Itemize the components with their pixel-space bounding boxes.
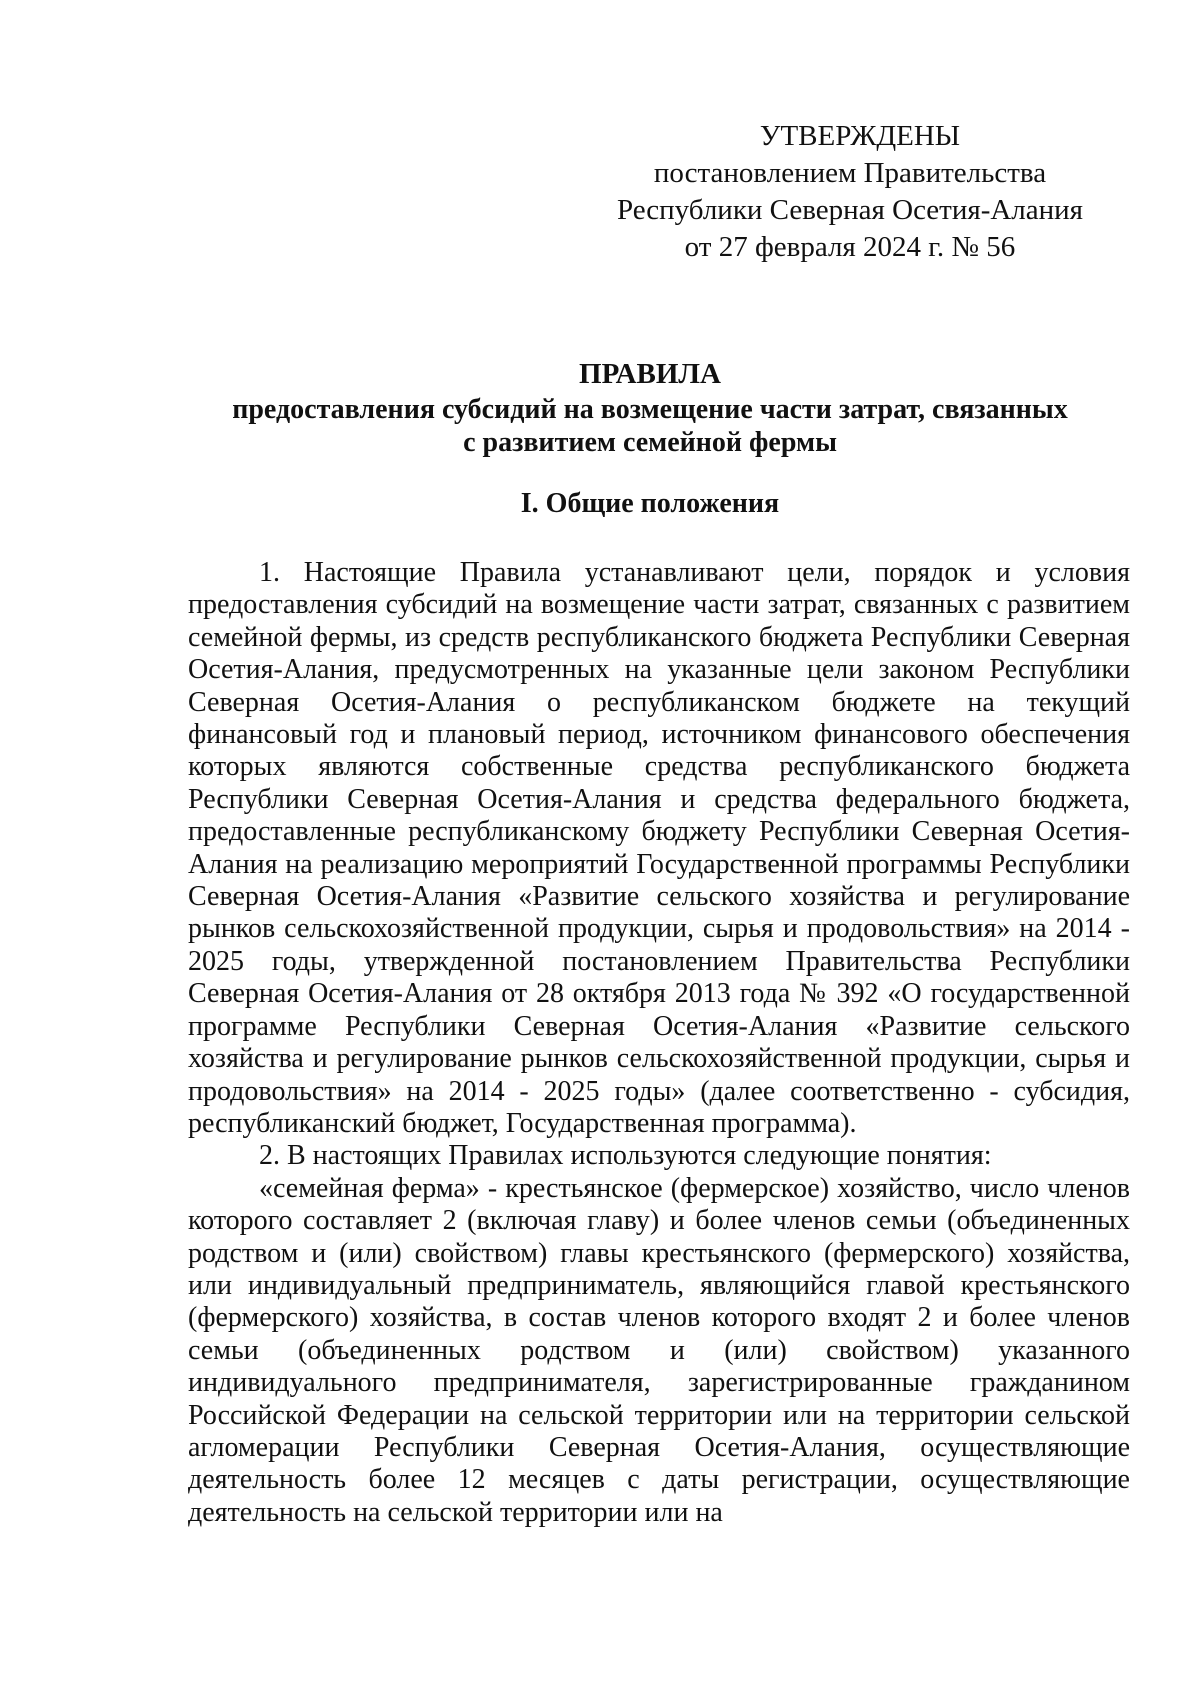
document-body (188, 557, 1130, 1529)
approval-line: Республики Северная Осетия-Алания (616, 194, 1084, 226)
section-heading: I. Общие положения (520, 488, 780, 519)
paragraph: 1. Настоящие Правила устанавливают цели, порядок и условия предоставления субсидий на возмещение части затрат, связанных с развитием семейной фермы, из средств республиканского бюджета Республики Северная Осетия-Алания, предусмотренных на указанные цели законом Республики Северная Осетия-Алания о республиканском бюджете на текущий финансовый год и плановый период, источником финансового обеспечения которых являются собственные средства республиканского бюджета Республики Северная Осетия-Алания и средства федерального бюджета, предоставленные республиканскому бюджету Республики Северная Осетия-Алания на реализацию мероприятий Государственной программы Республики Северная Осетия-Алания «Развитие сельского хозяйства и регулирование рынков сельскохозяйственной продукции, сырья и продовольствия» на 2014 - 2025 годы, утвержденной постановлением Правительства Республики Северная Осетия-Алания от 28 октября 2013 года № 392 «О государственной программе Республики Северная Осетия-Алания «Развитие сельского хозяйства и регулирование рынков сельскохозяйственной продукции, сырья и продовольствия» на 2014 - 2025 годы» (далее соответственно - субсидия, республиканский бюджет, Государственная программа). (188, 557, 1130, 1139)
paragraph: 2. В настоящих Правилах используются следующие понятия: (259, 1140, 992, 1172)
approval-line: постановлением Правительства (653, 157, 1047, 189)
title-main: ПРАВИЛА (579, 358, 721, 390)
paragraph-definition: «семейная ферма» - крестьянское (фермерское) хозяйство, число членов которого составляет 2 (включая главу) и более членов семьи (объединенных родством и (или) свойством) главы крестьянского (фермерского) хозяйства, или индивидуальный предприниматель, являющийся главой крестьянского (фермерского) хозяйства, в состав членов которого входят 2 и более членов семьи (объединенных родством и (или) свойством) указанного индивидуального предпринимателя, зарегистрированные гражданином Российской Федерации на сельской территории или на территории сельской агломерации Республики Северная Осетия-Алания, осуществляющие деятельность более 12 месяцев с даты регистрации, осуществляющие деятельность на сельской территории или на (188, 1172, 1130, 1528)
approval-date: от 27 февраля 2024 г. № 56 (684, 231, 1016, 263)
title-subtitle: предоставления субсидий на возмещение части затрат, связанных (232, 394, 1068, 425)
document-title (180, 358, 1120, 459)
approval-title: УТВЕРЖДЕНЫ (759, 120, 961, 152)
approval-stamp (600, 118, 1100, 266)
title-subtitle: с развитием семейной фермы (463, 427, 837, 458)
